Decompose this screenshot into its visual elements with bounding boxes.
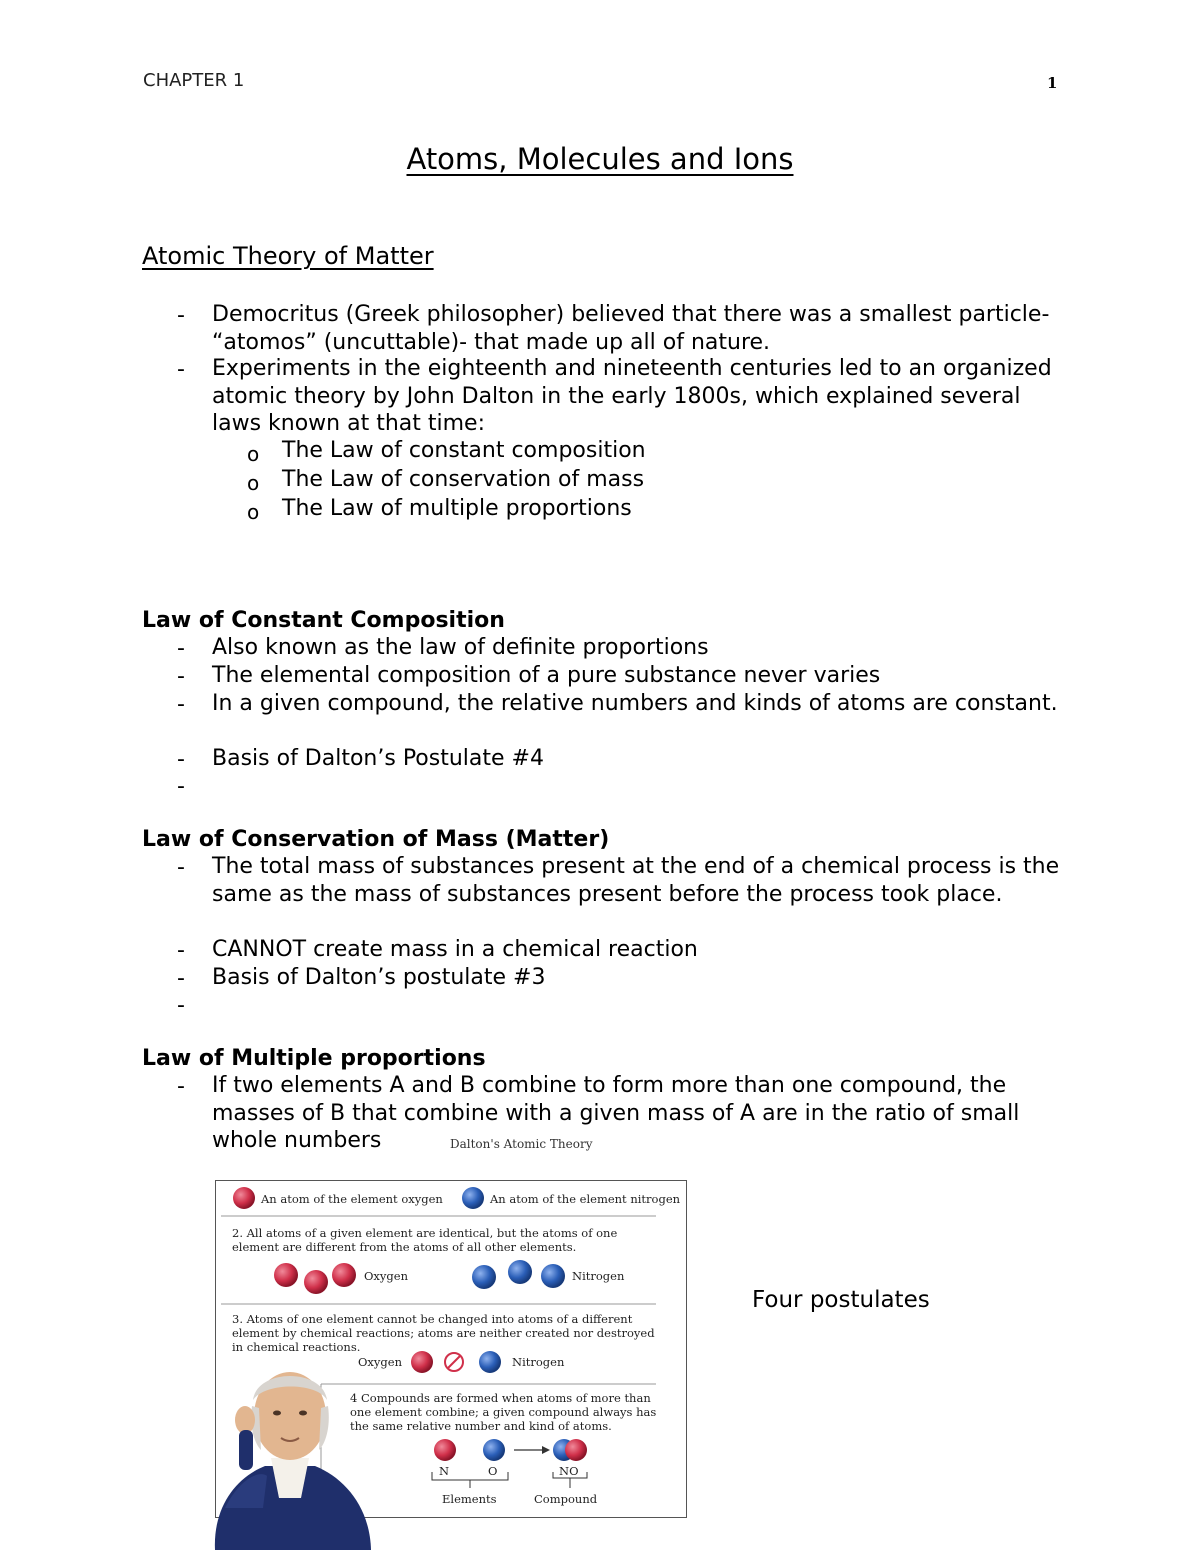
nitrogen-atom-icon xyxy=(434,1439,456,1461)
bullet-dash: - xyxy=(177,664,185,689)
section-heading-multiple-proportions: Law of Multiple proportions xyxy=(142,1046,486,1071)
sub-list-item: The Law of conservation of mass xyxy=(282,467,645,492)
bullet-dash: - xyxy=(177,747,185,772)
oxygen-atom-icon xyxy=(274,1263,298,1287)
dalton-portrait-icon xyxy=(205,1358,375,1550)
list-item: The elemental composition of a pure substance never varies xyxy=(212,663,881,688)
label-oxygen: Oxygen xyxy=(364,1269,408,1283)
nitrogen-atom-icon xyxy=(541,1264,565,1288)
bullet-dash: - xyxy=(177,966,185,991)
chapter-label: CHAPTER 1 xyxy=(143,70,245,91)
page-number: 1 xyxy=(1047,74,1058,92)
bullet-dash: - xyxy=(177,636,185,661)
nitrogen-atom-icon xyxy=(462,1187,484,1209)
bullet-dash: - xyxy=(177,357,185,382)
label-n: N xyxy=(439,1464,450,1478)
section-heading-conservation-mass: Law of Conservation of Mass (Matter) xyxy=(142,827,610,852)
bullet-dash: - xyxy=(177,303,185,328)
bullet-dash: - xyxy=(177,774,185,799)
oxygen-atom-icon xyxy=(233,1187,255,1209)
figure-caption: Four postulates xyxy=(752,1287,930,1313)
nitrogen-atom-icon xyxy=(479,1351,501,1373)
list-item: Democritus (Greek philosopher) believed that there was a smallest particle- “atomos” (uncuttable)- that made up all of nature. xyxy=(212,302,1050,355)
label-no: NO xyxy=(559,1464,579,1478)
label-oxygen: Oxygen xyxy=(358,1355,402,1369)
list-item: Basis of Dalton’s Postulate #4 xyxy=(212,746,544,771)
prohibited-icon xyxy=(445,1353,463,1371)
label-nitrogen: Nitrogen xyxy=(512,1355,565,1369)
oxygen-atom-icon xyxy=(332,1263,356,1287)
list-item: Experiments in the eighteenth and nineteenth centuries led to an organized atomic theory by John Dalton in the early 1800s, which explained several laws known at that time: xyxy=(212,356,1052,436)
legend-nitrogen: An atom of the element nitrogen xyxy=(490,1192,681,1206)
arrow-right-icon xyxy=(514,1446,550,1454)
oxygen-atom-icon xyxy=(483,1439,505,1461)
label-o: O xyxy=(488,1464,498,1478)
legend-oxygen: An atom of the element oxygen xyxy=(261,1192,443,1206)
bullet-dash: - xyxy=(177,938,185,963)
sub-bullet: o xyxy=(247,471,260,495)
page-title: Atoms, Molecules and Ions xyxy=(406,142,794,176)
sub-bullet: o xyxy=(247,500,260,524)
list-item: If two elements A and B combine to form more than one compound, the masses of B that combine with a given mass of A are in the ratio of small whole numbers xyxy=(212,1073,1020,1153)
label-nitrogen: Nitrogen xyxy=(572,1269,625,1283)
label-elements: Elements xyxy=(442,1492,497,1506)
figure-heading: Dalton's Atomic Theory xyxy=(450,1137,593,1151)
list-item: Basis of Dalton’s postulate #3 xyxy=(212,965,546,990)
label-compound: Compound xyxy=(534,1492,598,1506)
oxygen-atom-icon xyxy=(304,1270,328,1294)
oxygen-atom-icon xyxy=(411,1351,433,1373)
bullet-dash: - xyxy=(177,993,185,1018)
list-item: CANNOT create mass in a chemical reaction xyxy=(212,937,698,962)
compound-molecule-icon xyxy=(553,1439,587,1461)
postulate-3: 3. Atoms of one element cannot be changed into atoms of a different element by chemical reactions; atoms are neither created nor destroyed in chemical reactions. xyxy=(232,1312,655,1354)
nitrogen-atom-icon xyxy=(508,1260,532,1284)
postulate-2: 2. All atoms of a given element are identical, but the atoms of one element are different from the atoms of all other elements. xyxy=(232,1226,618,1254)
bullet-dash: - xyxy=(177,1074,185,1099)
list-item: The total mass of substances present at the end of a chemical process is the same as the mass of substances present before the process took place. xyxy=(212,854,1060,907)
list-item: Also known as the law of definite proportions xyxy=(212,635,709,660)
sub-list-item: The Law of multiple proportions xyxy=(282,496,632,521)
bullet-dash: - xyxy=(177,692,185,717)
postulate-4: 4 Compounds are formed when atoms of more than one element combine; a given compound always has the same relative number and kind of atoms. xyxy=(350,1391,657,1433)
section-heading-atomic-theory: Atomic Theory of Matter xyxy=(142,242,434,270)
section-heading-constant-composition: Law of Constant Composition xyxy=(142,608,505,633)
bullet-dash: - xyxy=(177,855,185,880)
sub-list-item: The Law of constant composition xyxy=(282,438,646,463)
nitrogen-atom-icon xyxy=(472,1265,496,1289)
sub-bullet: o xyxy=(247,442,260,466)
list-item: In a given compound, the relative numbers and kinds of atoms are constant. xyxy=(212,691,1058,716)
